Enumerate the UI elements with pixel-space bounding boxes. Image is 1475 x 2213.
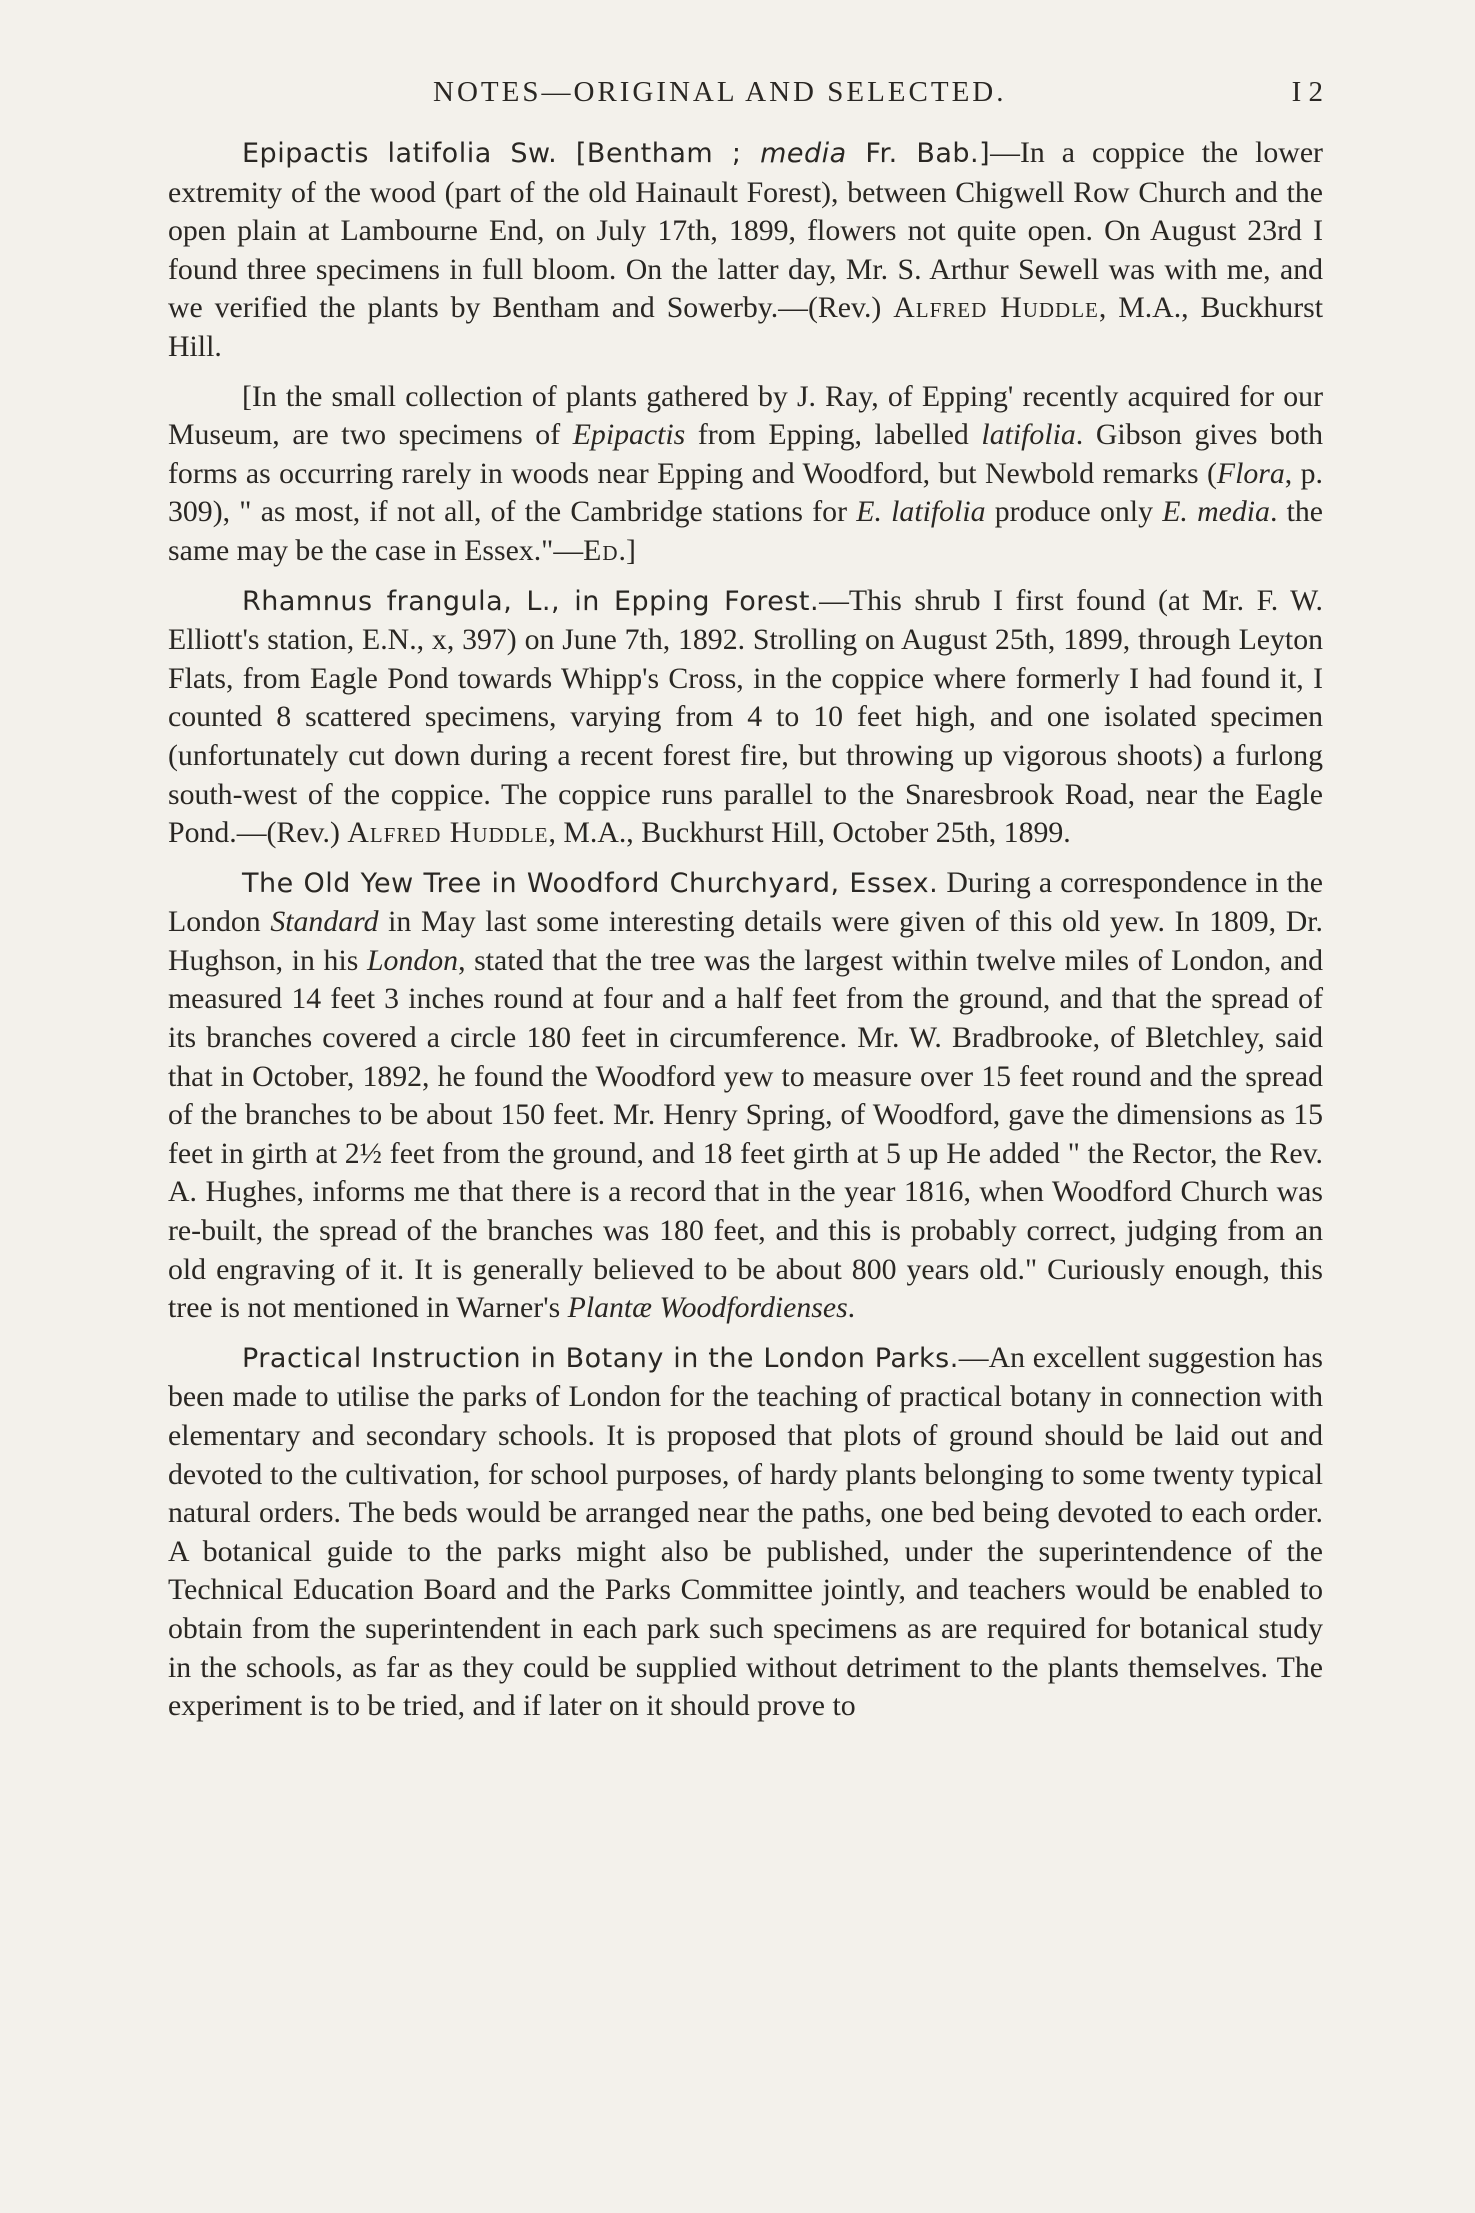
editor-signature: Ed — [583, 533, 619, 567]
running-title: NOTES—ORIGINAL AND SELECTED. — [433, 76, 1007, 108]
article-rhamnus — [168, 582, 1323, 853]
author-location: , M.A., Buckhurst Hill. — [168, 291, 1323, 363]
article-epipactis — [168, 134, 1323, 367]
article-heading: The Old Yew Tree in Woodford Churchyard, Essex. — [242, 867, 939, 899]
article-heading: Practical Instruction in Botany in the London Parks. — [242, 1342, 959, 1374]
article-text: —An excellent suggestion has been made to utilise the parks of London for the teaching of practical botany in connection with elementary and secondary schools. It is proposed that plots of ground should be laid out and devoted to the cultivation, for school purposes, of hardy plants belonging to some twenty typical natural orders. The beds would be arranged near the paths, one bed being devoted to each order. A botanical guide to the parks might also be published, under the superintendence of the Technical Education Board and the Parks Committee jointly, and teachers would be enabled to obtain from the superintendent in each park such specimens as are required for botanical study in the schools, as far as they could be supplied without detriment to the plants themselves. The experiment is to be tried, and if later on it should prove to — [168, 1340, 1324, 1723]
page-number: I 2 — [1291, 76, 1323, 108]
author-name: Alfred Huddle — [347, 816, 549, 850]
article-heading: Rhamnus frangula, L., in Epping Forest. — [242, 585, 820, 617]
article-yew-tree: The Old Yew Tree in Woodford Churchyard, Essex. During a correspondence in the London Standard in May last some interesting details were given of this old yew. In 1809, Dr. Hughson, in his London, stated that the tree was the largest within twelve miles of London, and measured 14 feet 3 inches round at four and a half feet from the ground, and that the spread of its branches covered a circle 180 feet in circumference. Mr. W. Bradbrooke, of Bletchley, said that in October, 1892, he found the Woodford yew to measure over 15 feet round and the spread of the branches to be about 150 feet. Mr. Henry Spring, of Woodford, gave the dimensions as 15 feet in girth at 2½ feet from the ground, and 18 feet girth at 5 up He added " the Rector, the Rev. A. Hughes, informs me that there is a record that in the year 1816, when Woodford Church was re-built, the spread of the branches was 180 feet, and this is probably correct, judging from an old engraving of it. It is generally believed to be about 800 years old." Curiously enough, this tree is not mentioned in Warner's Plantæ Woodfordienses. — [168, 865, 1323, 1325]
article-text: —This shrub I first found (at Mr. F. W. Elliott's station, E.N., x, 397) on June 7th, 1892. Strolling on August 25th, 1899, through Leyton Flats, from Eagle Pond towards Whipp's Cross, in the coppice where formerly I had found it, I counted 8 scattered specimens, varying from 4 to 10 feet high, and one isolated specimen (unfortunately cut down during a recent forest fire, but throwing up vigorous shoots) a furlong south-west of the coppice. The coppice runs parallel to the Snaresbrook Road, near the Eagle Pond.—(Rev.) — [168, 583, 1323, 850]
editor-note: [In the small collection of plants gathered by J. Ray, of Epping' recently acquired for our Museum, are two specimens of Epipactis from Epping, labelled latifolia. Gibson gives both forms as occurring rarely in woods near Epping and Woodford, but Newbold remarks (Flora, p. 309), " as most, if not all, of the Cambridge stations for E. latifolia produce only E. media. the same may be the case in Essex."—Ed.] — [168, 379, 1324, 567]
article-heading: Epipactis latifolia Sw. [Bentham ; media Fr. Bab.] — [242, 138, 991, 169]
author-name: Alfred Huddle — [893, 291, 1099, 325]
article-text: —In a coppice the lower extremity of the wood (part of the old Hainault Forest), between Chigwell Row Church and the open plain at Lambourne End, on July 17th, 1899, flowers not quite open. On August 23rd I found three specimens in full bloom. On the latter day, Mr. S. Arthur Sewell was with me, and we verified the plants by Bentham and Sowerby.—(Rev.) — [168, 136, 1323, 325]
page-header — [168, 70, 1323, 120]
author-location: , M.A., Buckhurst Hill, October 25th, 1899. — [548, 816, 1071, 850]
article-botany-parks — [168, 1339, 1323, 1726]
page-body — [168, 134, 1323, 1726]
